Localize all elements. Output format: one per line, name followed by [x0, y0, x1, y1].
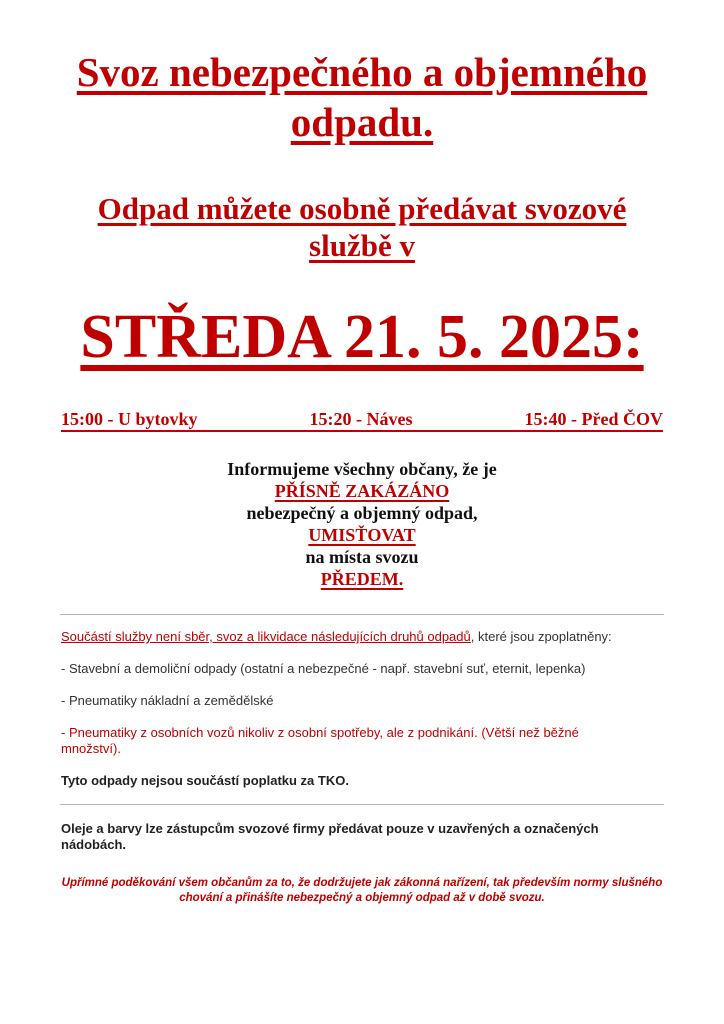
fees-item-truck-tyres: - Pneumatiky nákladní a zemědělské: [61, 693, 274, 708]
fees-item-construction: - Stavební a demoliční odpady (ostatní a nebezpečné - např. stavební suť, eternit, lepenka): [61, 661, 586, 676]
notice-forbidden: PŘÍSNĚ ZAKÁZÁNO: [274, 481, 450, 501]
fees-intro-link[interactable]: Součástí služby není sběr, svoz a likvidace následujících druhů odpadů: [61, 629, 471, 644]
notice-line-3: nebezpečný a objemný odpad,: [246, 503, 478, 523]
title-line-2: odpadu.: [290, 99, 434, 145]
date-text: STŘEDA 21. 5. 2025:: [80, 303, 644, 371]
fees-item-car-tyres: - Pneumatiky z osobních vozů nikoliv z osobní spotřeby, ale z podnikání. (Větší než běžné množství).: [61, 725, 579, 756]
schedule: [61, 408, 663, 432]
divider-bottom: [60, 804, 664, 805]
notice-block: [0, 458, 724, 590]
fees-note: Tyto odpady nejsou součástí poplatku za TKO.: [61, 773, 349, 788]
oils-note: Oleje a barvy lze zástupcům svozové firmy předávat pouze v uzavřených a označených nádobách.: [61, 821, 599, 852]
subtitle-line-2: službě v: [309, 228, 415, 263]
subtitle-line-1: Odpad můžete osobně předávat svozové: [97, 191, 627, 226]
schedule-item: 15:20 - Náves: [309, 409, 413, 429]
notice-line-1: Informujeme všechny občany, že je: [227, 459, 497, 479]
title-line-1: Svoz nebezpečného a objemného: [76, 49, 648, 95]
subtitle: [0, 190, 724, 264]
page-title: [0, 47, 724, 147]
thanks-note: Upřímné poděkování všem občanům za to, že dodržujete jak zákonná nařízení, tak především normy slušného chování a přinášíte nebezpečný a objemný odpad až v době svozu.: [61, 877, 663, 904]
notice-beforehand: PŘEDEM.: [320, 569, 404, 589]
collection-date: [0, 300, 724, 374]
notice-placing: UMISŤOVAT: [308, 525, 416, 545]
fees-intro-rest: , které jsou zpoplatněny:: [470, 629, 612, 644]
notice-line-5: na místa svozu: [305, 547, 419, 567]
schedule-item: 15:40 - Před ČOV: [524, 409, 663, 429]
schedule-item: 15:00 - U bytovky: [61, 409, 198, 429]
fees-intro: [61, 629, 661, 645]
divider-top: [60, 614, 664, 615]
